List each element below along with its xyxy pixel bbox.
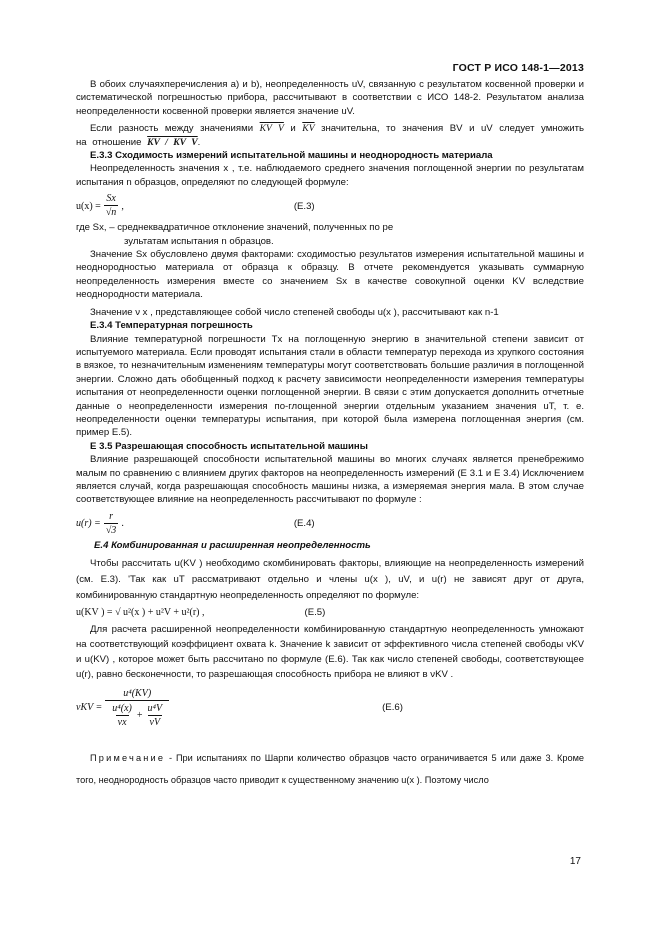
formula-kv: $\overline{KV}$ bbox=[302, 123, 315, 135]
paragraph-combine: Чтобы рассчитать u(KV ) необходимо скомбинировать факторы, влияющие на неопределенность измерений (см. E.3). 'Так как uT рассматривают отдельно и члены u(x ), uV, и u(r) не зависят друг от друга, комбинированную стандартную неопределенность определяют по формуле: bbox=[76, 558, 584, 602]
formula-e4-fraction bbox=[104, 511, 119, 537]
formula-e6-subfrac-2 bbox=[146, 703, 165, 729]
note-text: - При испытаниях по Шарпи количество образцов часто ограничивается 5 или даже 3. Кроме того, неоднородность образцов часто приводит к существенному значению u(x ). Поэтому число bbox=[76, 752, 584, 785]
formula-e3 bbox=[76, 193, 584, 219]
formula-e3-denominator: √n bbox=[105, 207, 117, 219]
section-e4-title: E.4 Комбинированная и расширенная неопределенность bbox=[94, 539, 371, 551]
formula-e5-label: (E.5) bbox=[304, 607, 326, 619]
paragraph-resolution: Влияние разрешающей способности испытательной машины во многих случаях является пренебрежимо малым по сравнению с влиянием других факторов на неопределенность измерений (E 3.1 и E 3.4) Исключением является случай, когда разрешающая способность машины низка, а измеряемая энергия мала. В этом случае соответствующее влияние на неопределенность рассчитывают по формуле : bbox=[76, 454, 584, 506]
formula-e6-numerator: u⁴(KV) bbox=[123, 687, 152, 699]
formula-e6-label: (E.6) bbox=[382, 702, 403, 714]
text-span: Если разность между значениями bbox=[90, 123, 254, 135]
formula-e6-plus: + bbox=[136, 710, 143, 722]
formula-kv-v: KV V bbox=[259, 123, 284, 135]
note-label: Примечание bbox=[90, 752, 166, 763]
paragraph-verification: В обоих случаяхперечисления a) и b), неопределенность uV, связанную с результатом косвенной проверки и систематической погрешностью прибора, рассчитывают в соответствии с ИСО 148-2. Результатом анализа неопределенности косвенной проверки является значение uV. bbox=[76, 79, 584, 117]
formula-e6-subfrac-1-den: νx bbox=[117, 716, 127, 728]
where-line-1: где Sx, – среднеквадратичное отклонение значений, полученных по ре bbox=[76, 222, 394, 234]
formula-e6 bbox=[76, 688, 584, 729]
paragraph-sx-factors: Значение Sx обусловлено двумя факторами: сходимостью результатов измерения испытательной машины и неоднородностью материала от образца к образцу. В отчете рекомендуется указывать суммарную неопределенность измерения вместе со значением Sx в качестве совокупной оценки KV вследствие неоднородности материала. bbox=[76, 249, 584, 301]
formula-e5-body: u(KV ) = √ u²(x ) + u²V + u²(r) , bbox=[76, 607, 205, 619]
paragraph-temperature: Влияние температурной погрешности Tx на поглощенную энергию в значительной степени зависит от испытуемого материала. Если проводят испытания стали в области температур перехода из хрупкого состояния в вязкое, то незначительным изменениям температуры могут соответствовать большие различия в поглощенной энергии. Сложно дать обобщенный подход к расчету зависимости неопределенности измерения температуры испытания от неопределенности оценки поглощенной энергии. В связи с этим допускается дополнить отчетные данные о неопределенности измерения по-глощенной энергии отдельным указанием значения uT, т. е. неопределенности оценки температуры испытания, при которой была измерена поглощенная энергия (см. пример E.5). bbox=[76, 333, 584, 439]
section-e334-title: E.3.4 Температурная погрешность bbox=[90, 320, 253, 332]
formula-e6-subfrac-1-num: u⁴(x) bbox=[112, 702, 132, 714]
text-span: . bbox=[197, 136, 201, 148]
section-e35-title: E 3.5 Разрешающая способность испытательной машины bbox=[90, 440, 368, 452]
formula-e6-subfrac-1 bbox=[110, 703, 134, 729]
formula-e4-label: (E.4) bbox=[293, 518, 315, 530]
formula-e6-denominator bbox=[105, 700, 169, 729]
formula-e3-label: (E.3) bbox=[293, 200, 315, 212]
text-span: значительна, то значения BV и uV следует умножить на отношение bbox=[76, 123, 584, 148]
formula-e3-numerator: Sx bbox=[106, 193, 116, 205]
document-body bbox=[76, 78, 584, 791]
formula-e6-lhs: νKV = bbox=[76, 702, 103, 714]
page-number: 17 bbox=[569, 856, 581, 867]
section-e333-title: E.3.3 Сходимость измерений испытательной машины и неоднородность материала bbox=[90, 150, 493, 162]
note-paragraph bbox=[76, 747, 584, 791]
formula-e4-tail: . bbox=[121, 518, 124, 530]
paragraph-expanded: Для расчета расширенной неопределенности комбинированную стандартную неопределенность умножают на соответствующий коэффициент охвата k. Значение k зависит от эффективного числа степеней свободы νKV и u(KV) , которое может быть рассчитано по формуле (E.6). Так как число степеней свободы, соответствующее u(r), равно бесконечности, то разрешающая способность прибора не влияют в νKV . bbox=[76, 623, 584, 680]
formula-e6-fraction bbox=[105, 688, 169, 729]
paragraph-degrees-freedom: Значение ν x , представляющее собой число степеней свободы u(x ), рассчитывают как n-1 bbox=[90, 306, 499, 318]
formula-e4-numerator: r bbox=[109, 510, 114, 522]
formula-kv-ratio: KV / KV V bbox=[147, 136, 198, 148]
formula-e3-tail: , bbox=[121, 200, 124, 212]
formula-e6-subfrac-2-num: u⁴V bbox=[147, 702, 163, 714]
text-span: и bbox=[290, 123, 296, 135]
formula-e5 bbox=[76, 606, 584, 619]
formula-e4-lhs: u(r) = bbox=[76, 518, 101, 530]
formula-e6-subfrac-2-den: νV bbox=[149, 716, 161, 728]
document-header: ГОСТ Р ИСО 148-1—2013 bbox=[452, 62, 584, 74]
formula-e4 bbox=[76, 511, 584, 537]
paragraph-difference bbox=[76, 122, 584, 149]
where-line-2: зультатам испытания n образцов. bbox=[124, 235, 274, 247]
paragraph-mean-uncertainty: Неопределенность значения x , т.е. наблюдаемого среднего значения поглощенной энергии по результатам испытания n образцов, определяют по следующей формуле: bbox=[76, 163, 584, 188]
formula-e3-lhs: u(x) = bbox=[76, 200, 101, 212]
formula-e4-denominator: √3 bbox=[105, 524, 117, 536]
formula-e3-fraction bbox=[104, 193, 119, 219]
